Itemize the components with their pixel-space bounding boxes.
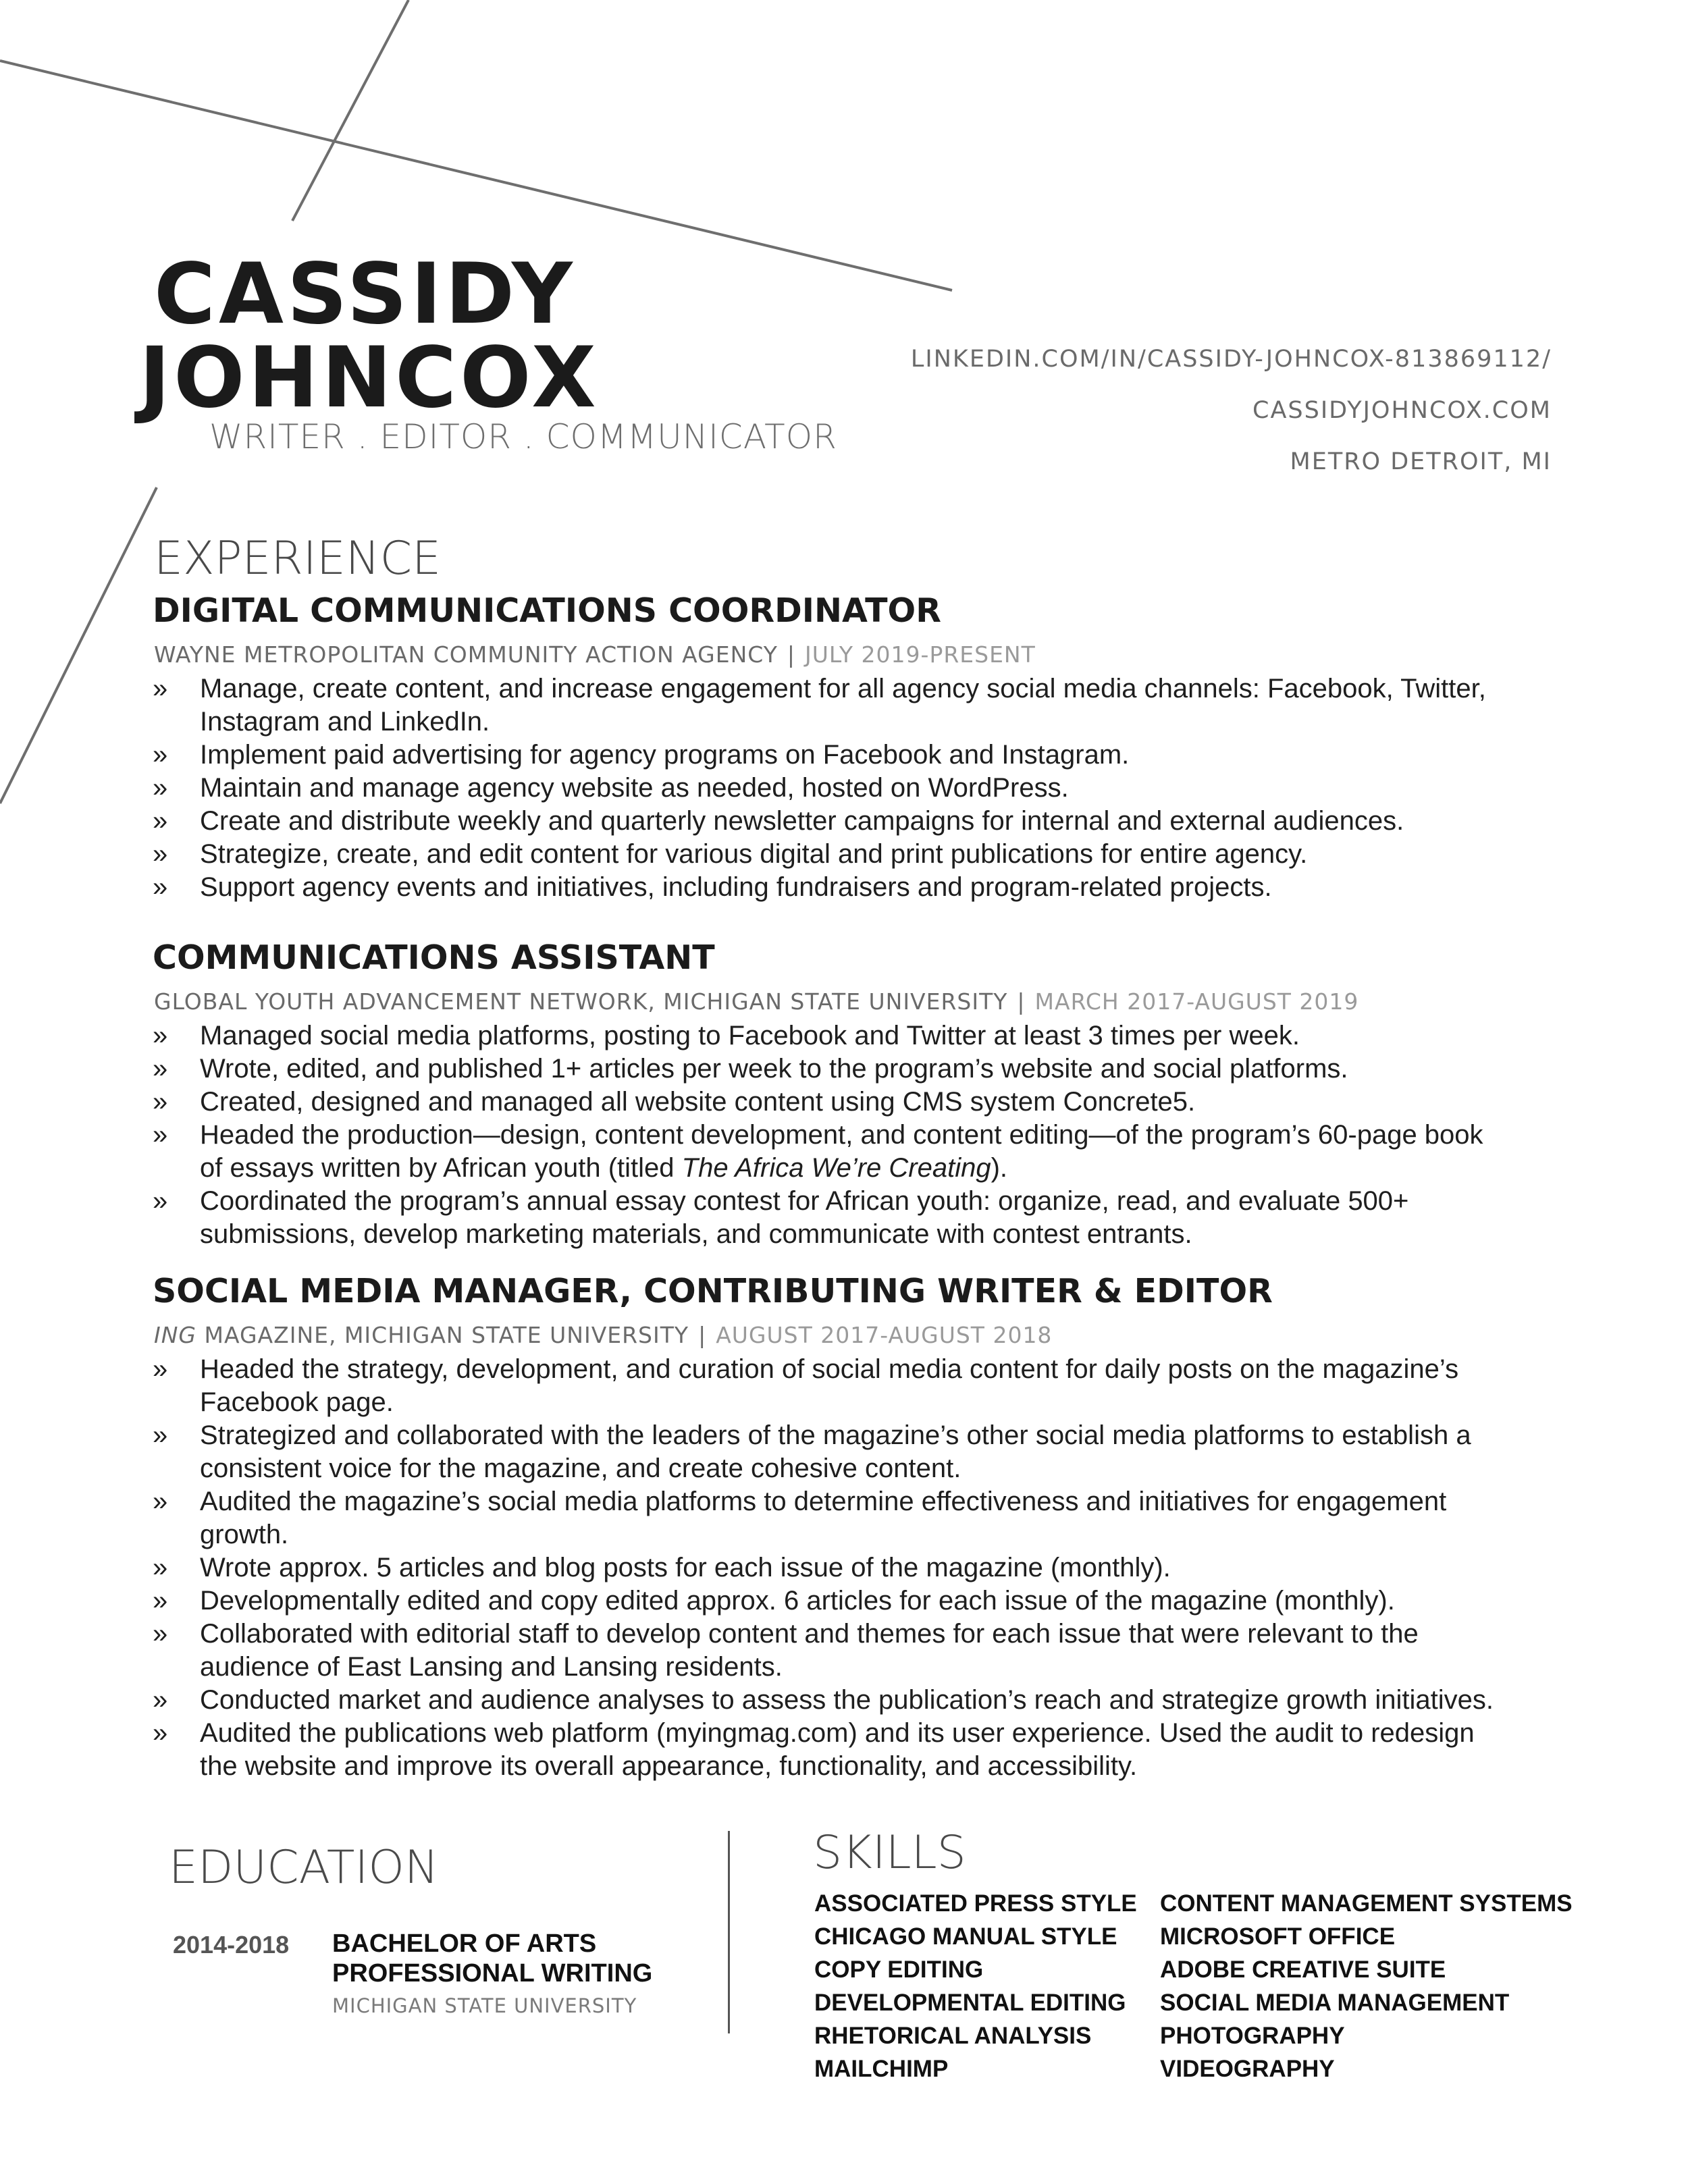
- list-item: » Headed the strategy, development, and curation of social media content for daily posts on the magazine’s Facebook page.: [153, 1354, 1459, 1417]
- list-item: » Audited the magazine’s social media platforms to determine effectiveness and initiatives for engagement growth.: [153, 1487, 1447, 1549]
- bullet-marker: »: [153, 1586, 168, 1616]
- list-item: » Created, designed and managed all website content using CMS system Concrete5.: [153, 1086, 1601, 1119]
- job-title-2: COMMUNICATIONS ASSISTANT: [153, 938, 715, 977]
- list-item: » Manage, create content, and increase engagement for all agency social media channels: Facebook, Twitter, Instagram and LinkedIn.: [153, 674, 1486, 737]
- school-name: MICHIGAN STATE UNIVERSITY: [332, 1994, 637, 2017]
- job-meta-2: [154, 988, 1359, 1015]
- bullet-marker: »: [153, 872, 168, 902]
- skill-item: RHETORICAL ANALYSIS: [814, 2023, 1092, 2049]
- list-item: » Maintain and manage agency website as needed, hosted on WordPress.: [153, 772, 1601, 805]
- list-item: » Wrote approx. 5 articles and blog posts for each issue of the magazine (monthly).: [153, 1551, 1601, 1584]
- degree-line-1: BACHELOR OF ARTS: [332, 1929, 597, 1958]
- bullet-marker: »: [153, 1021, 168, 1050]
- skill-item: ASSOCIATED PRESS STYLE: [814, 1890, 1137, 1917]
- job-dates: MARCH 2017-AUGUST 2019: [1034, 988, 1359, 1015]
- list-item: » Managed social media platforms, posting to Facebook and Twitter at least 3 times per week.: [153, 1019, 1601, 1053]
- skill-item: CONTENT MANAGEMENT SYSTEMS: [1160, 1890, 1573, 1917]
- list-item: » Create and distribute weekly and quarterly newsletter campaigns for internal and external audiences.: [153, 805, 1601, 838]
- list-item: » Coordinated the program’s annual essay contest for African youth: organize, read, and evaluate 500+ submissions, develop marketing materials, and communicate with contest entrants.: [153, 1186, 1409, 1249]
- skills-heading: SKILLS: [813, 1826, 966, 1880]
- bullet-marker: »: [153, 1420, 168, 1450]
- bullet-marker: »: [153, 1487, 168, 1516]
- job-title-1: DIGITAL COMMUNICATIONS COORDINATOR: [153, 591, 941, 630]
- linkedin-link[interactable]: LINKEDIN.COM/IN/CASSIDY-JOHNCOX-813869112/: [910, 346, 1552, 373]
- list-item: » Headed the production—design, content development, and content editing—of the program’s 60-page book of essays written by African youth (titled The Africa We’re Creating).: [153, 1120, 1483, 1183]
- skills-column-2: [1160, 1887, 1573, 2085]
- skill-item: ADOBE CREATIVE SUITE: [1160, 1956, 1446, 1983]
- bullet-marker: »: [153, 1553, 168, 1582]
- list-item: » Support agency events and initiatives, including fundraisers and program-related projects.: [153, 871, 1601, 904]
- list-item: » Developmentally edited and copy edited approx. 6 articles for each issue of the magazine (monthly).: [153, 1584, 1601, 1618]
- magazine-name: ING: [154, 1322, 196, 1348]
- job-dates: JULY 2019-PRESENT: [805, 641, 1036, 668]
- last-name: JOHNCOX: [139, 329, 600, 427]
- skills-column-1: [814, 1887, 1137, 2085]
- list-item: » Strategized and collaborated with the leaders of the magazine’s other social media platforms to establish a consistent voice for the magazine, and create cohesive content.: [153, 1420, 1471, 1483]
- job-dates: AUGUST 2017-AUGUST 2018: [716, 1322, 1053, 1348]
- bullet-marker: »: [153, 674, 168, 703]
- bullet-marker: »: [153, 806, 168, 836]
- deco-line-top: [292, 0, 408, 221]
- job-bullets-2: [153, 1019, 1601, 1251]
- skill-item: SOCIAL MEDIA MANAGEMENT: [1160, 1990, 1510, 2016]
- skill-item: COPY EDITING: [814, 1956, 984, 1983]
- job-organization: WAYNE METROPOLITAN COMMUNITY ACTION AGENCY: [154, 641, 778, 668]
- bullet-marker: »: [153, 1685, 168, 1715]
- list-item: » Conducted market and audience analyses to assess the publication’s reach and strategize growth initiatives.: [153, 1684, 1601, 1717]
- column-divider: [728, 1831, 730, 2033]
- list-item: » Implement paid advertising for agency programs on Facebook and Instagram.: [153, 739, 1601, 772]
- bullet-marker: »: [153, 1718, 168, 1748]
- meta-separator: |: [787, 641, 796, 668]
- skill-item: CHICAGO MANUAL STYLE: [814, 1923, 1117, 1950]
- job-title-3: SOCIAL MEDIA MANAGER, CONTRIBUTING WRITER & EDITOR: [153, 1272, 1273, 1310]
- meta-separator: |: [1017, 988, 1026, 1015]
- job-organization: GLOBAL YOUTH ADVANCEMENT NETWORK, MICHIGAN STATE UNIVERSITY: [154, 988, 1008, 1015]
- job-meta-1: [154, 641, 1036, 668]
- bullet-marker: »: [153, 839, 168, 869]
- bullet-marker: »: [153, 1120, 168, 1150]
- website-link[interactable]: CASSIDYJOHNCOX.COM: [1252, 397, 1552, 424]
- bullet-marker: »: [153, 1354, 168, 1384]
- job-bullets-1: [153, 672, 1601, 904]
- meta-separator: |: [698, 1322, 707, 1348]
- job-bullets-3: [153, 1353, 1601, 1783]
- bullet-marker: »: [153, 1087, 168, 1117]
- skill-item: DEVELOPMENTAL EDITING: [814, 1990, 1126, 2016]
- bullet-marker: »: [153, 1054, 168, 1084]
- education-heading: EDUCATION: [169, 1841, 439, 1894]
- degree-line-2: PROFESSIONAL WRITING: [332, 1959, 653, 1988]
- deco-line-left: [0, 487, 157, 803]
- skill-item: PHOTOGRAPHY: [1160, 2023, 1345, 2049]
- bullet-marker: »: [153, 1186, 168, 1216]
- list-item: » Collaborated with editorial staff to develop content and themes for each issue that were relevant to the audience of East Lansing and Lansing residents.: [153, 1619, 1419, 1682]
- skill-item: VIDEOGRAPHY: [1160, 2056, 1335, 2082]
- bullet-marker: »: [153, 740, 168, 770]
- experience-heading: EXPERIENCE: [154, 532, 442, 585]
- job-organization: MAGAZINE, MICHIGAN STATE UNIVERSITY: [196, 1322, 689, 1348]
- bullet-marker: »: [153, 1619, 168, 1649]
- list-item: » Strategize, create, and edit content for various digital and print publications for entire agency.: [153, 838, 1601, 871]
- book-title: The Africa We’re Creating: [681, 1153, 991, 1183]
- list-item: » Wrote, edited, and published 1+ articles per week to the program’s website and social platforms.: [153, 1053, 1601, 1086]
- job-meta-3: [154, 1322, 1052, 1348]
- first-name: CASSIDY: [154, 246, 576, 343]
- location: METRO DETROIT, MI: [1290, 448, 1552, 475]
- list-item: » Audited the publications web platform (myingmag.com) and its user experience. Used the audit to redesign the website and improve its overall appearance, functionality, and accessibility.: [153, 1718, 1475, 1781]
- tagline: WRITER . EDITOR . COMMUNICATOR: [209, 417, 837, 456]
- bullet-marker: »: [153, 773, 168, 803]
- skill-item: MAILCHIMP: [814, 2056, 949, 2082]
- skill-item: MICROSOFT OFFICE: [1160, 1923, 1396, 1950]
- education-years: 2014-2018: [173, 1931, 290, 1959]
